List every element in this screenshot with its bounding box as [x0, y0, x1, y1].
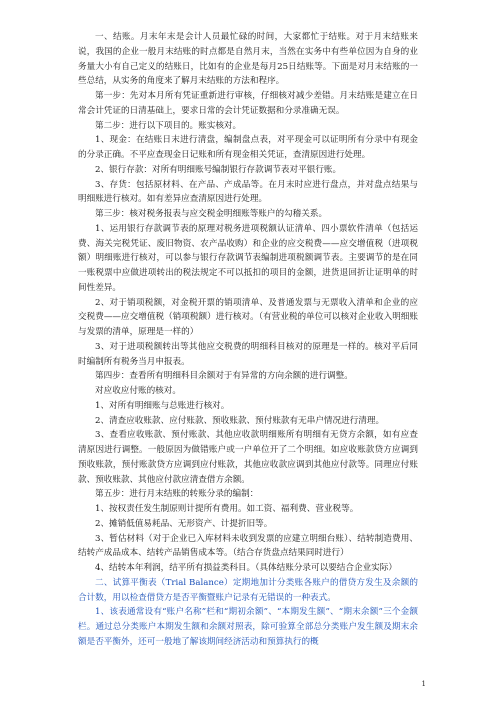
- paragraph-17: 1、按权责任发生制原则计提所有费用。如工资、福利费、营业税等。: [95, 504, 359, 514]
- paragraph-14: 2、清查应收账款、应付账款、预收账款、预付账款有无串户情况进行清理。: [95, 415, 385, 426]
- paragraph-11: 第四步：查看所有明细科目余额对于有异常的方向余额的进行调整。: [95, 371, 353, 382]
- paragraph-20: 4、结转本年利润，结平所有损益类科目。（具体结账分录可以要结合企业实际）: [95, 563, 397, 573]
- paragraph-19: 3、暂估材料（对于企业已入库材料未收到发票的应建立明细台账）、结转制造费用、结转产成品成本、结转产品销售成本等。（结合存货盘点结果同时进行）: [78, 533, 418, 559]
- paragraph-6: 3、存货：包括原材料、在产品、产成品等。在月末时应进行盘点，并对盘点结果与明细账进行核对。如有差异应查清原因进行处理。: [78, 179, 418, 205]
- paragraph-3: 第二步：进行以下项目的。账实核对。: [95, 120, 242, 131]
- paragraph-13: 1、对所有明细账与总账进行核对。: [95, 400, 230, 411]
- paragraph-2: 第一步：先对本月所有凭证重新进行审核，仔细核对减少差错。月末结账是建立在日常会计凭证的日清基础上，要求日常的会计凭证数据和分录准确无误。: [78, 91, 418, 116]
- paragraph-7: 第三步：核对税务报表与应交税金明细账等账户的勾稽关系。: [95, 209, 328, 219]
- paragraph-16: 第五步：进行月末结账的转账分录的编制：: [95, 489, 259, 500]
- paragraph-12: 对应收应付账的核对。: [95, 386, 181, 396]
- paragraph-15: 3、查看应收账款、预付账款、其他应收款明细账所有明细有无贷方余额，如有应查清原因进行调整。一般原因为做错账户或一户单位开了二个明细。如应收账款贷方应调到预收账款，预付账款贷方应调到应付账款，其他应收款应调到其他应付款等。同理应付账款、预收账款、其他应付款应清查借方余额。: [78, 430, 418, 485]
- paragraph-1: 一、结账。月末年末是会计人员最忙碌的时间，大家都忙于结账。对于月末结账来说，我国的企业一般月末结账的时点都是自然月末，当然在实务中有些单位因为自身的业务量大小有自己定义的结账日，比如有的企业是每月25日结账等。下面是对月末结账的一些总结，从实务的角度来了解月末结账的方法和程序。: [78, 32, 418, 87]
- paragraph-8: 1、运用银行存款调节表的原理对税务进项税额认证清单、四小票软件清单（包括运费、海关完税凭证、废旧物资、农产品收购）和企业的应交税费——应交增值税（进项税额）明细账进行核对，可以参与银行存款调节表编制进项税额调节表。主要调节的是在同一账税票中应做进项转出的税法规定不可以抵扣的项目的金额，进货退回折让证明单的时间性差异。: [78, 223, 418, 293]
- page-number: 1: [421, 680, 426, 688]
- paragraph-22: 1、该表通常设有“账户名称”栏和“期初余额”、“本期发生额”、“期末余额”三个金额栏。通过总分类账户本期发生额和余额对照表，除可验算全部总分类账户发生额及期末余额是否平衡外，还可一般地了解该期间经济活动和预算执行的概: [78, 607, 418, 647]
- paragraph-4: 1、现金：在结账日末进行清盘，编制盘点表，对平现金可以证明所有分录中有现金的分录正确。不平应查现金日记账和所有现金相关凭证，查清原因进行处理。: [78, 135, 418, 160]
- paragraph-18: 2、摊销低值易耗品、无形资产、计提折旧等。: [95, 518, 273, 529]
- paragraph-9: 2、对于销项税额，对金税开票的销项清单、及普通发票与无票收入清单和企业的应交税费——应交增值税（销项税额）进行核对。（有营业税的单位可以核对企业收入明细账与发票的清单，原理是一样的）: [78, 297, 418, 337]
- paragraph-21: 二、试算平衡表（Trial Balance）定期地加计分类账各账户的借贷方发生及余额的合计数，用以检查借贷方是否平衡暨账户记录有无错误的一种表式。: [78, 577, 418, 603]
- paragraph-5: 2、银行存款：对所有明细账号编制银行存款调节表对平银行账。: [95, 164, 342, 175]
- document-body: [78, 30, 418, 650]
- paragraph-10: 3、对于进项税额转出等其他应交税费的明细科目核对的原理是一样的。核对平后同时编制所有税务当月申报表。: [78, 341, 418, 367]
